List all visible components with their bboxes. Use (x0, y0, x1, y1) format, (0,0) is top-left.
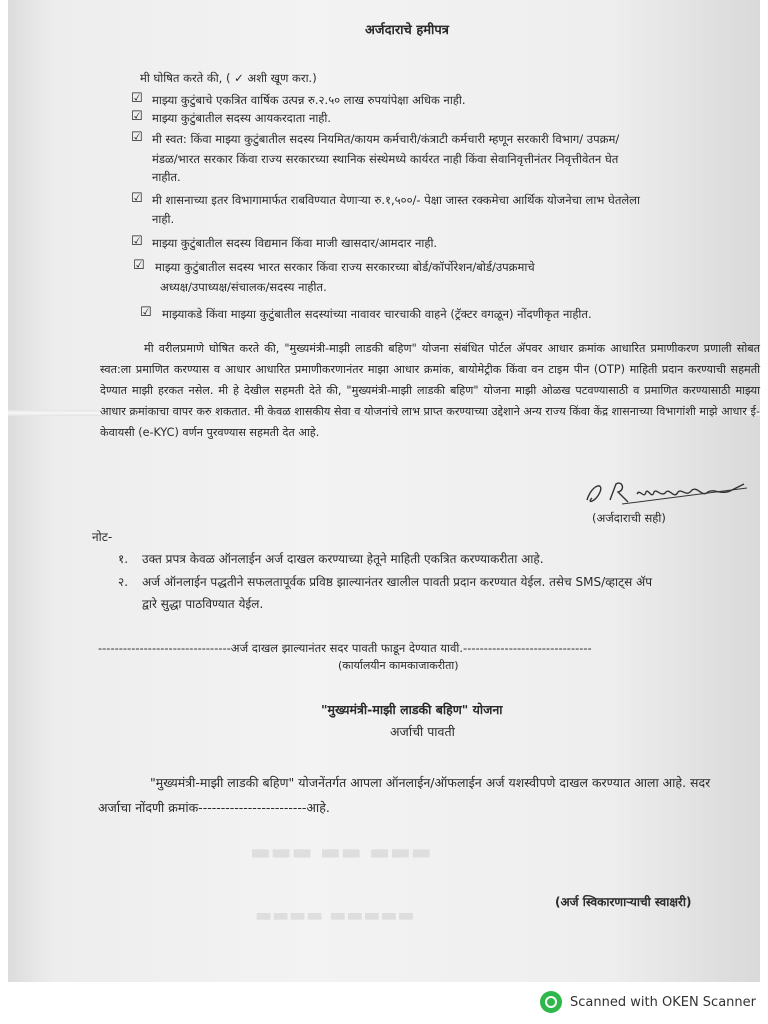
declaration-item: मी शासनाच्या इतर विभागामार्फत राबविण्यात येणाऱ्या रु.१,५००/- पेक्षा जास्त रक्कमेचा आर्थिक योजनेचा लाभ घेतलेला (152, 193, 640, 207)
note-text: द्वारे सुद्धा पाठविण्यात येईल. (142, 597, 264, 611)
document-title: अर्जदाराचे हमीपत्र (365, 23, 449, 38)
watermark-graphic: ▬▬▬ ▬▬ ▬▬▬ (250, 840, 432, 865)
declaration-item: मी स्वत: किंवा माझ्या कुटुंबातील सदस्य नियमित/कायम कर्मचारी/कंत्राटी कर्मचारी म्हणून सरकारी विभाग/ उपक्रम/ (152, 132, 620, 146)
declaration-item: माझ्याकडे किंवा माझ्या कुटुंबातील सदस्यांच्या नावावर चारचाकी वाहने (ट्रॅक्टर वगळून) नोंदणीकृत नाहीत. (162, 307, 592, 321)
declaration-item: माझ्या कुटुंबातील सदस्य आयकरदाता नाही. (152, 111, 332, 125)
scanner-text: Scanned with OKEN Scanner (570, 994, 756, 1010)
declaration-item: माझ्या कुटुंबातील सदस्य विद्यमान किंवा माजी खासदार/आमदार नाही. (152, 236, 438, 250)
signature-label: (अर्जदाराची सही) (592, 511, 666, 525)
declaration-item: अध्यक्ष/उपाध्यक्ष/संचालक/सदस्य नाहीत. (160, 280, 327, 294)
receiver-signature-label: (अर्ज स्विकारणाऱ्याची स्वाक्षरी) (555, 895, 692, 909)
receipt-title: अर्जाची पावती (390, 724, 455, 739)
scanner-watermark (540, 991, 756, 1013)
checkmark-icon: ☑ (131, 191, 143, 206)
applicant-signature (582, 470, 752, 510)
declaration-item: नाहीत. (152, 170, 181, 184)
checkmark-icon: ☑ (140, 305, 152, 320)
note-number: २. (118, 575, 129, 589)
note-heading: नोट- (92, 530, 113, 544)
declaration-item: नाही. (152, 212, 175, 226)
receipt-paragraph: "मुख्यमंत्री-माझी लाडकी बहिण" योजनेंतर्गत आपला ऑनलाईन/ऑफलाईन अर्ज यशस्वीपणे दाखल करण्यात आला आहे. सदर अर्जाचा नोंदणी क्रमांक------------------------आहे. (98, 775, 711, 815)
declaration-item: माझ्या कुटुंबाचे एकत्रित वार्षिक उत्पन्न रु.२.५० लाख रुपयांपेक्षा अधिक नाही. (152, 93, 466, 107)
checkmark-icon: ☑ (131, 91, 143, 106)
consent-paragraph: मी वरीलप्रमाणे घोषित करते की, "मुख्यमंत्री-माझी लाडकी बहिण" योजना संबंधित पोर्टल ॲपवर आधार क्रमांक आधारित प्रमाणीकरण प्रणाली सोबत स्वत:ला प्रमाणित करण्यास व आधार आधारित प्रमाणीकरणानंतर माझा आधार क्रमांक, बायोमेट्रीक किंवा वन टाइम पीन (OTP) माहिती प्रदान करण्याची सहमती देण्यात माझी हरकत नसेल. मी हे देखील सहमती देते की, "मुख्यमंत्री-माझी लाडकी बहिण" योजना माझी ओळख पटवण्यासाठी व प्रमाणित करण्यासाठी माझ्या आधार क्रमांकाचा वापर करु शकतात. मी केवळ शासकीय सेवा व योजनांचे लाभ प्राप्त करण्याच्या उद्देशाने अन्य राज्य किंवा केंद्र शासनाच्या विभागांशी माझे आधार ई-केवायसी (e-KYC) वर्णन पुरवण्यास सहमती देत आहे. (100, 342, 760, 439)
scanner-logo-icon (540, 991, 562, 1013)
checkmark-icon: ☑ (133, 258, 145, 273)
watermark-graphic: ▬▬▬▬ ▬▬▬▬▬ (255, 905, 415, 926)
checkmark-icon: ☑ (131, 234, 143, 249)
declaration-item: माझ्या कुटुंबातील सदस्य भारत सरकार किंवा राज्य सरकारच्या बोर्ड/कॉर्पोरेशन/बोर्ड/उपक्रमाचे (155, 260, 535, 274)
note-text: उक्त प्रपत्र केवळ ऑनलाईन अर्ज दाखल करण्याच्या हेतूने माहिती एकत्रित करण्याकरीता आहे. (142, 552, 544, 566)
checkmark-icon: ☑ (131, 109, 143, 124)
declaration-item: मंडळ/भारत सरकार किंवा राज्य सरकारच्या स्थानिक संस्थेमध्ये कार्यरत नाही किंवा सेवानिवृत्तीनंतर निवृत्तीवेतन घेत (152, 152, 619, 166)
office-use-label: (कार्यालयीन कामकाजाकरीता) (338, 659, 459, 672)
note-text: अर्ज ऑनलाईन पद्धतीने सफलतापूर्वक प्रविष्ठ झाल्यानंतर खालील पावती प्रदान करण्यात येईल. तसेच SMS/व्हाट्स ॲप (142, 575, 653, 589)
checkmark-icon: ☑ (131, 130, 143, 145)
declaration-intro: मी घोषित करते की, ( ✓ अशी खूण करा.) (140, 71, 317, 85)
tear-line: --------------------------------अर्ज दाखल झाल्यानंतर सदर पावती फाडून देण्यात यावी.------------------------------- (98, 641, 592, 655)
scheme-title: "मुख्यमंत्री-माझी लाडकी बहिण" योजना (321, 702, 503, 717)
note-number: १. (118, 552, 129, 566)
